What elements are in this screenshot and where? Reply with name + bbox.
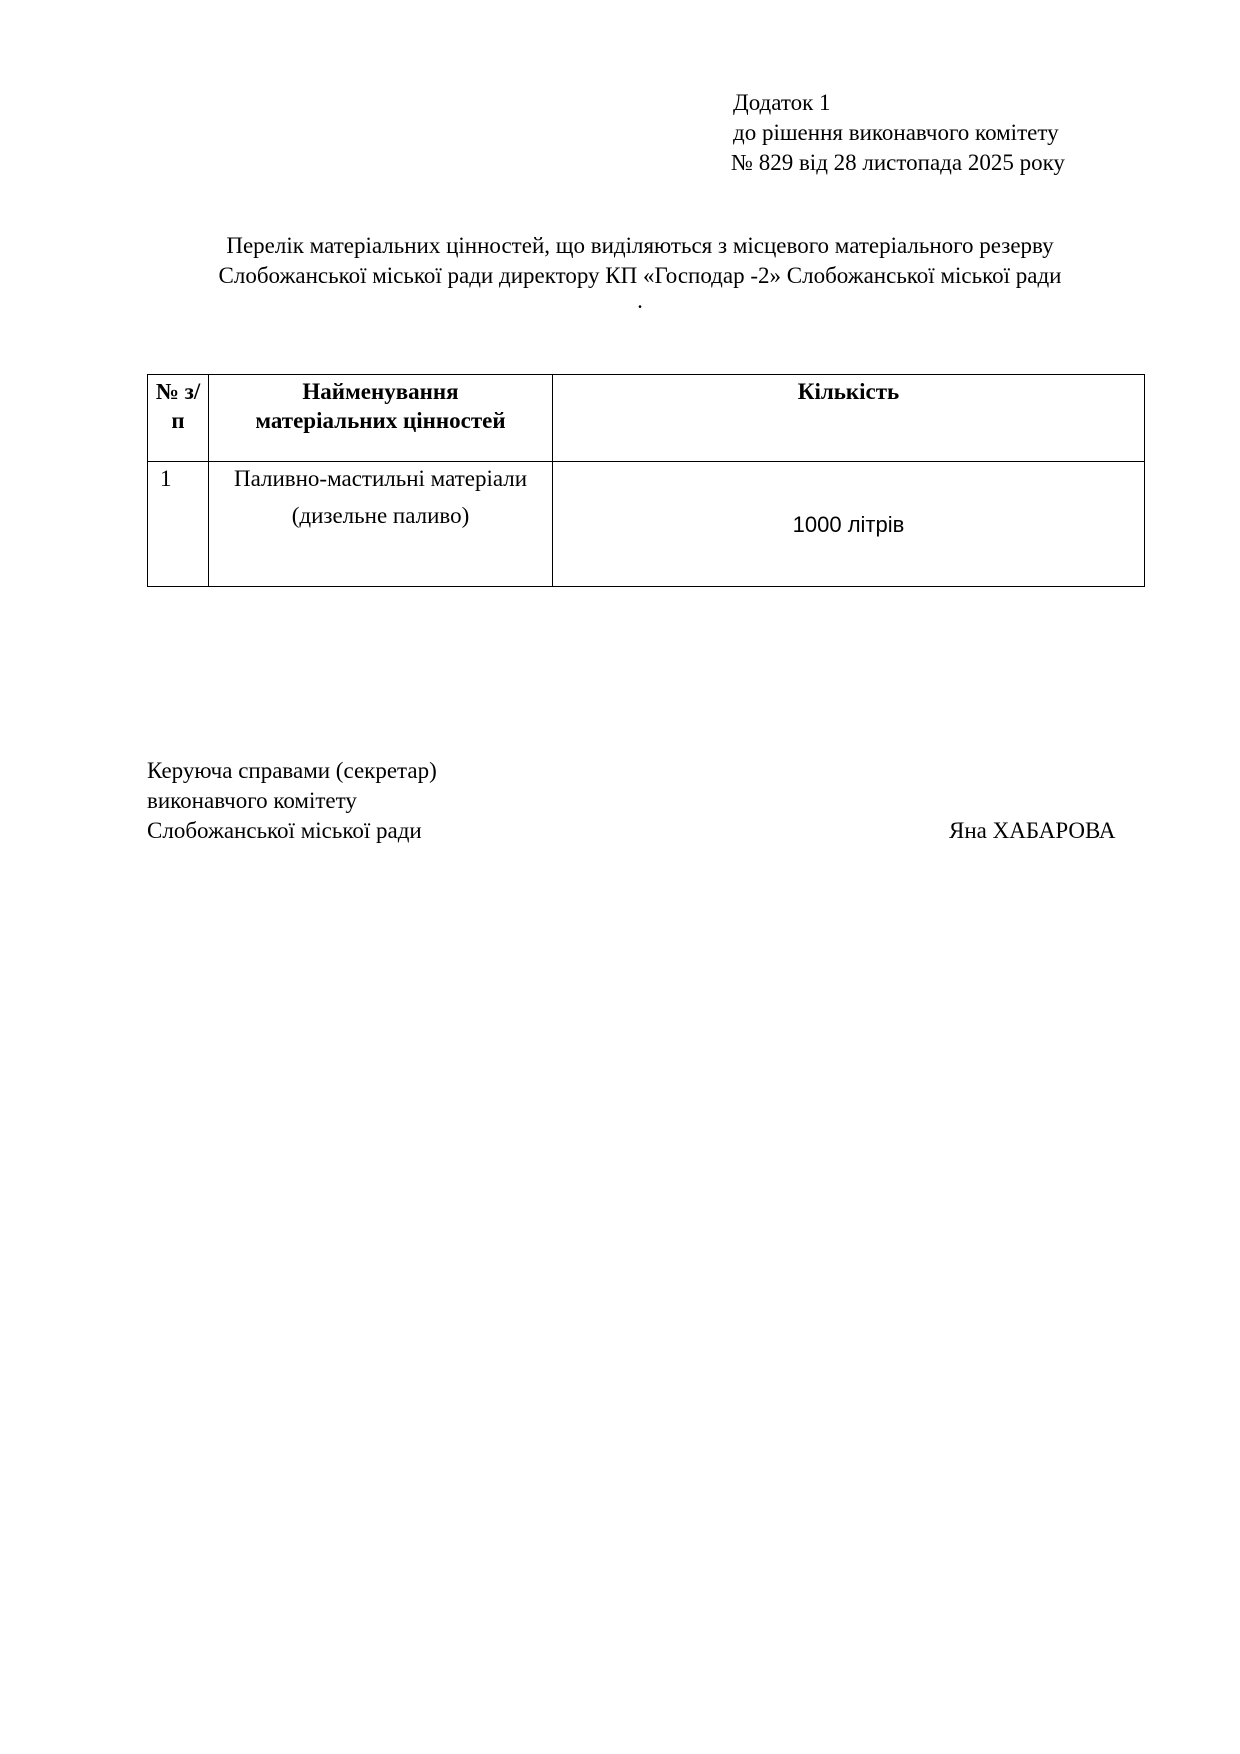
- row-quantity: 1000 літрів: [553, 462, 1145, 587]
- row-name-cell: [209, 462, 553, 587]
- header-quantity: Кількість: [553, 375, 1145, 462]
- signatory-position-line-3: Слобожанської міської ради: [147, 818, 422, 843]
- row-number: 1: [148, 462, 209, 587]
- row-name-note: (дизельне паливо): [291, 503, 470, 528]
- signatory-position-line-1: Керуюча справами (секретар): [147, 758, 437, 783]
- title-line-1: Перелік матеріальних цінностей, що виділяються з місцевого матеріального резерву: [226, 233, 1054, 258]
- signatory-position: [147, 756, 437, 846]
- annex-block: [733, 88, 1065, 178]
- annex-decision-number: № 829 від 28 листопада 2025 року: [731, 150, 1065, 175]
- title-line-3: .: [637, 288, 643, 313]
- materials-table: [147, 374, 1145, 587]
- header-name: Найменування матеріальних цінностей: [209, 375, 553, 462]
- signatory-name: Яна ХАБАРОВА: [949, 818, 1116, 843]
- document-title: [140, 231, 1140, 311]
- table-row: [148, 462, 1145, 587]
- header-number: № з/п: [148, 375, 209, 462]
- annex-reference: до рішення виконавчого комітету: [733, 120, 1059, 145]
- signatory-position-line-2: виконавчого комітету: [147, 788, 357, 813]
- title-line-2: Слобожанської міської ради директору КП «Господар -2» Слобожанської міської ради: [218, 263, 1062, 288]
- table-header-row: [148, 375, 1145, 462]
- row-name: Паливно-мастильні матеріали: [233, 466, 528, 491]
- annex-title: Додаток 1: [733, 90, 831, 115]
